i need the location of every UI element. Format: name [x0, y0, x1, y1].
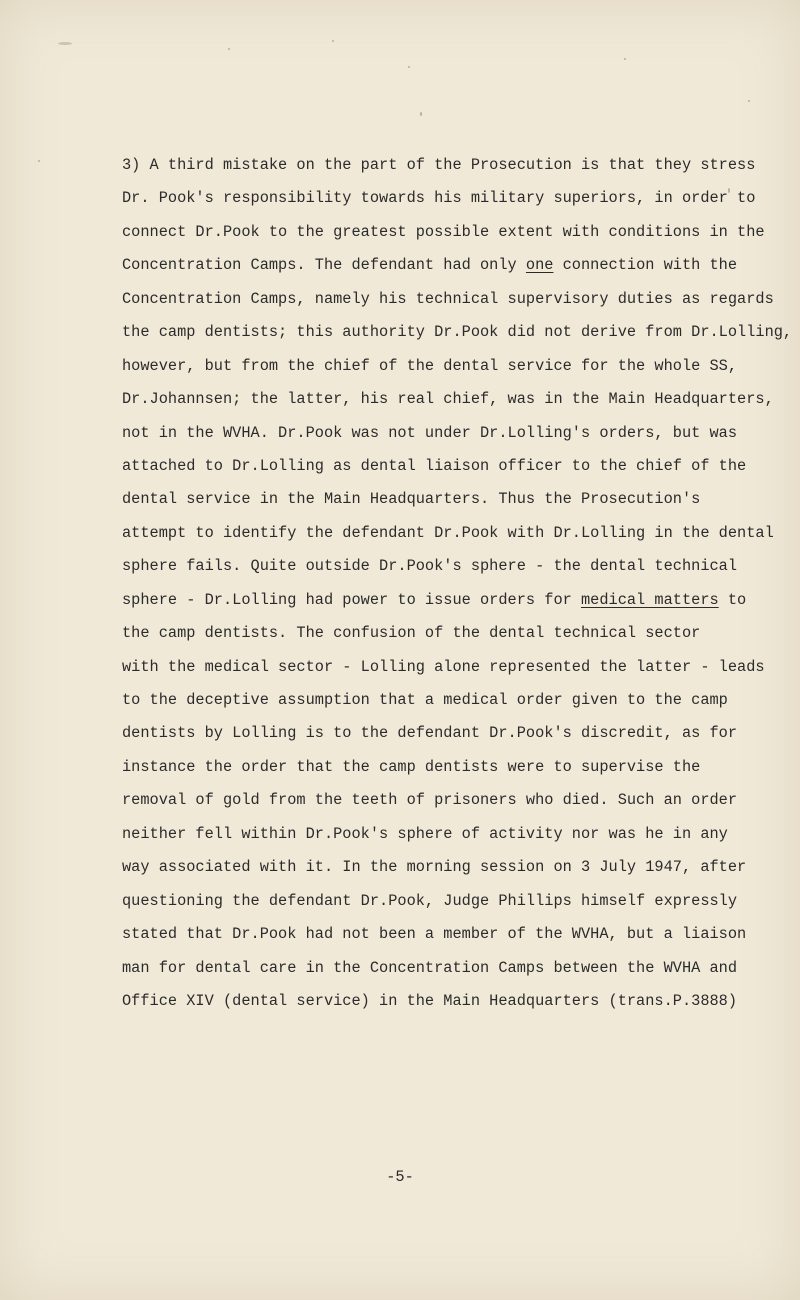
text-line — [122, 587, 762, 620]
text-line: not in the WVHA. Dr.Pook was not under Dr.Lolling's orders, but was — [122, 423, 738, 442]
text-line: 3) A third mistake on the part of the Prosecution is that they stress — [122, 156, 756, 174]
text-line: sphere fails. Quite outside Dr.Pook's sphere - the dental technical — [122, 557, 738, 576]
paper-speck — [408, 66, 410, 68]
text-line — [122, 252, 762, 285]
text-line: removal of gold from the teeth of prisoners who died. Such an order — [122, 791, 738, 810]
text-segment: to — [718, 590, 747, 609]
text-line: attached to Dr.Lolling as dental liaison officer to the chief of the — [122, 456, 747, 475]
paper-speck — [624, 58, 626, 60]
text-segment: connection with the — [553, 256, 738, 275]
paper-speck — [748, 100, 750, 102]
text-line: the camp dentists. The confusion of the dental technical sector — [122, 624, 701, 643]
text-line: way associated with it. In the morning session on 3 July 1947, after — [122, 858, 747, 877]
underlined-phrase: medical matters — [580, 590, 719, 609]
text-segment: sphere - Dr.Lolling had power to issue orders for — [122, 590, 581, 609]
text-line: the camp dentists; this authority Dr.Pook did not derive from Dr.Lolling, — [122, 323, 793, 342]
text-line: attempt to identify the defendant Dr.Pook with Dr.Lolling in the dental — [122, 523, 774, 542]
text-line: man for dental care in the Concentration Camps between the WVHA and — [122, 958, 738, 977]
paper-speck — [58, 42, 72, 45]
paper-speck — [228, 48, 230, 50]
text-line: questioning the defendant Dr.Pook, Judge Phillips himself expressly — [122, 891, 738, 910]
text-line: stated that Dr.Pook had not been a member of the WVHA, but a liaison — [122, 925, 747, 944]
paper-speck — [420, 112, 422, 116]
text-line: instance the order that the camp dentists were to supervise the — [122, 757, 701, 776]
text-line: to the deceptive assumption that a medical order given to the camp — [122, 691, 728, 709]
text-line: Dr. Pook's responsibility towards his military superiors, in order to — [122, 189, 756, 208]
paper-speck — [38, 160, 40, 162]
paper-speck — [332, 40, 334, 42]
text-line: with the medical sector - Lolling alone represented the latter - leads — [122, 657, 765, 676]
text-segment: Concentration Camps. The defendant had only — [122, 256, 526, 275]
underlined-word: one — [525, 256, 554, 275]
text-line: Dr.Johannsen; the latter, his real chief, was in the Main Headquarters, — [122, 390, 774, 409]
text-line: Office XIV (dental service) in the Main Headquarters (trans.P.3888) — [122, 991, 738, 1010]
text-line: neither fell within Dr.Pook's sphere of activity nor was he in any — [122, 824, 728, 843]
text-line: dentists by Lolling is to the defendant Dr.Pook's discredit, as for — [122, 724, 738, 743]
page-number: -5- — [386, 1168, 414, 1186]
text-line: Concentration Camps, namely his technical supervisory duties as regards — [122, 289, 774, 308]
text-line: connect Dr.Pook to the greatest possible extent with conditions in the — [122, 222, 765, 241]
text-line: dental service in the Main Headquarters. Thus the Prosecution's — [122, 490, 701, 509]
text-line: however, but from the chief of the dental service for the whole SS, — [122, 356, 738, 375]
body-text — [122, 152, 793, 1021]
